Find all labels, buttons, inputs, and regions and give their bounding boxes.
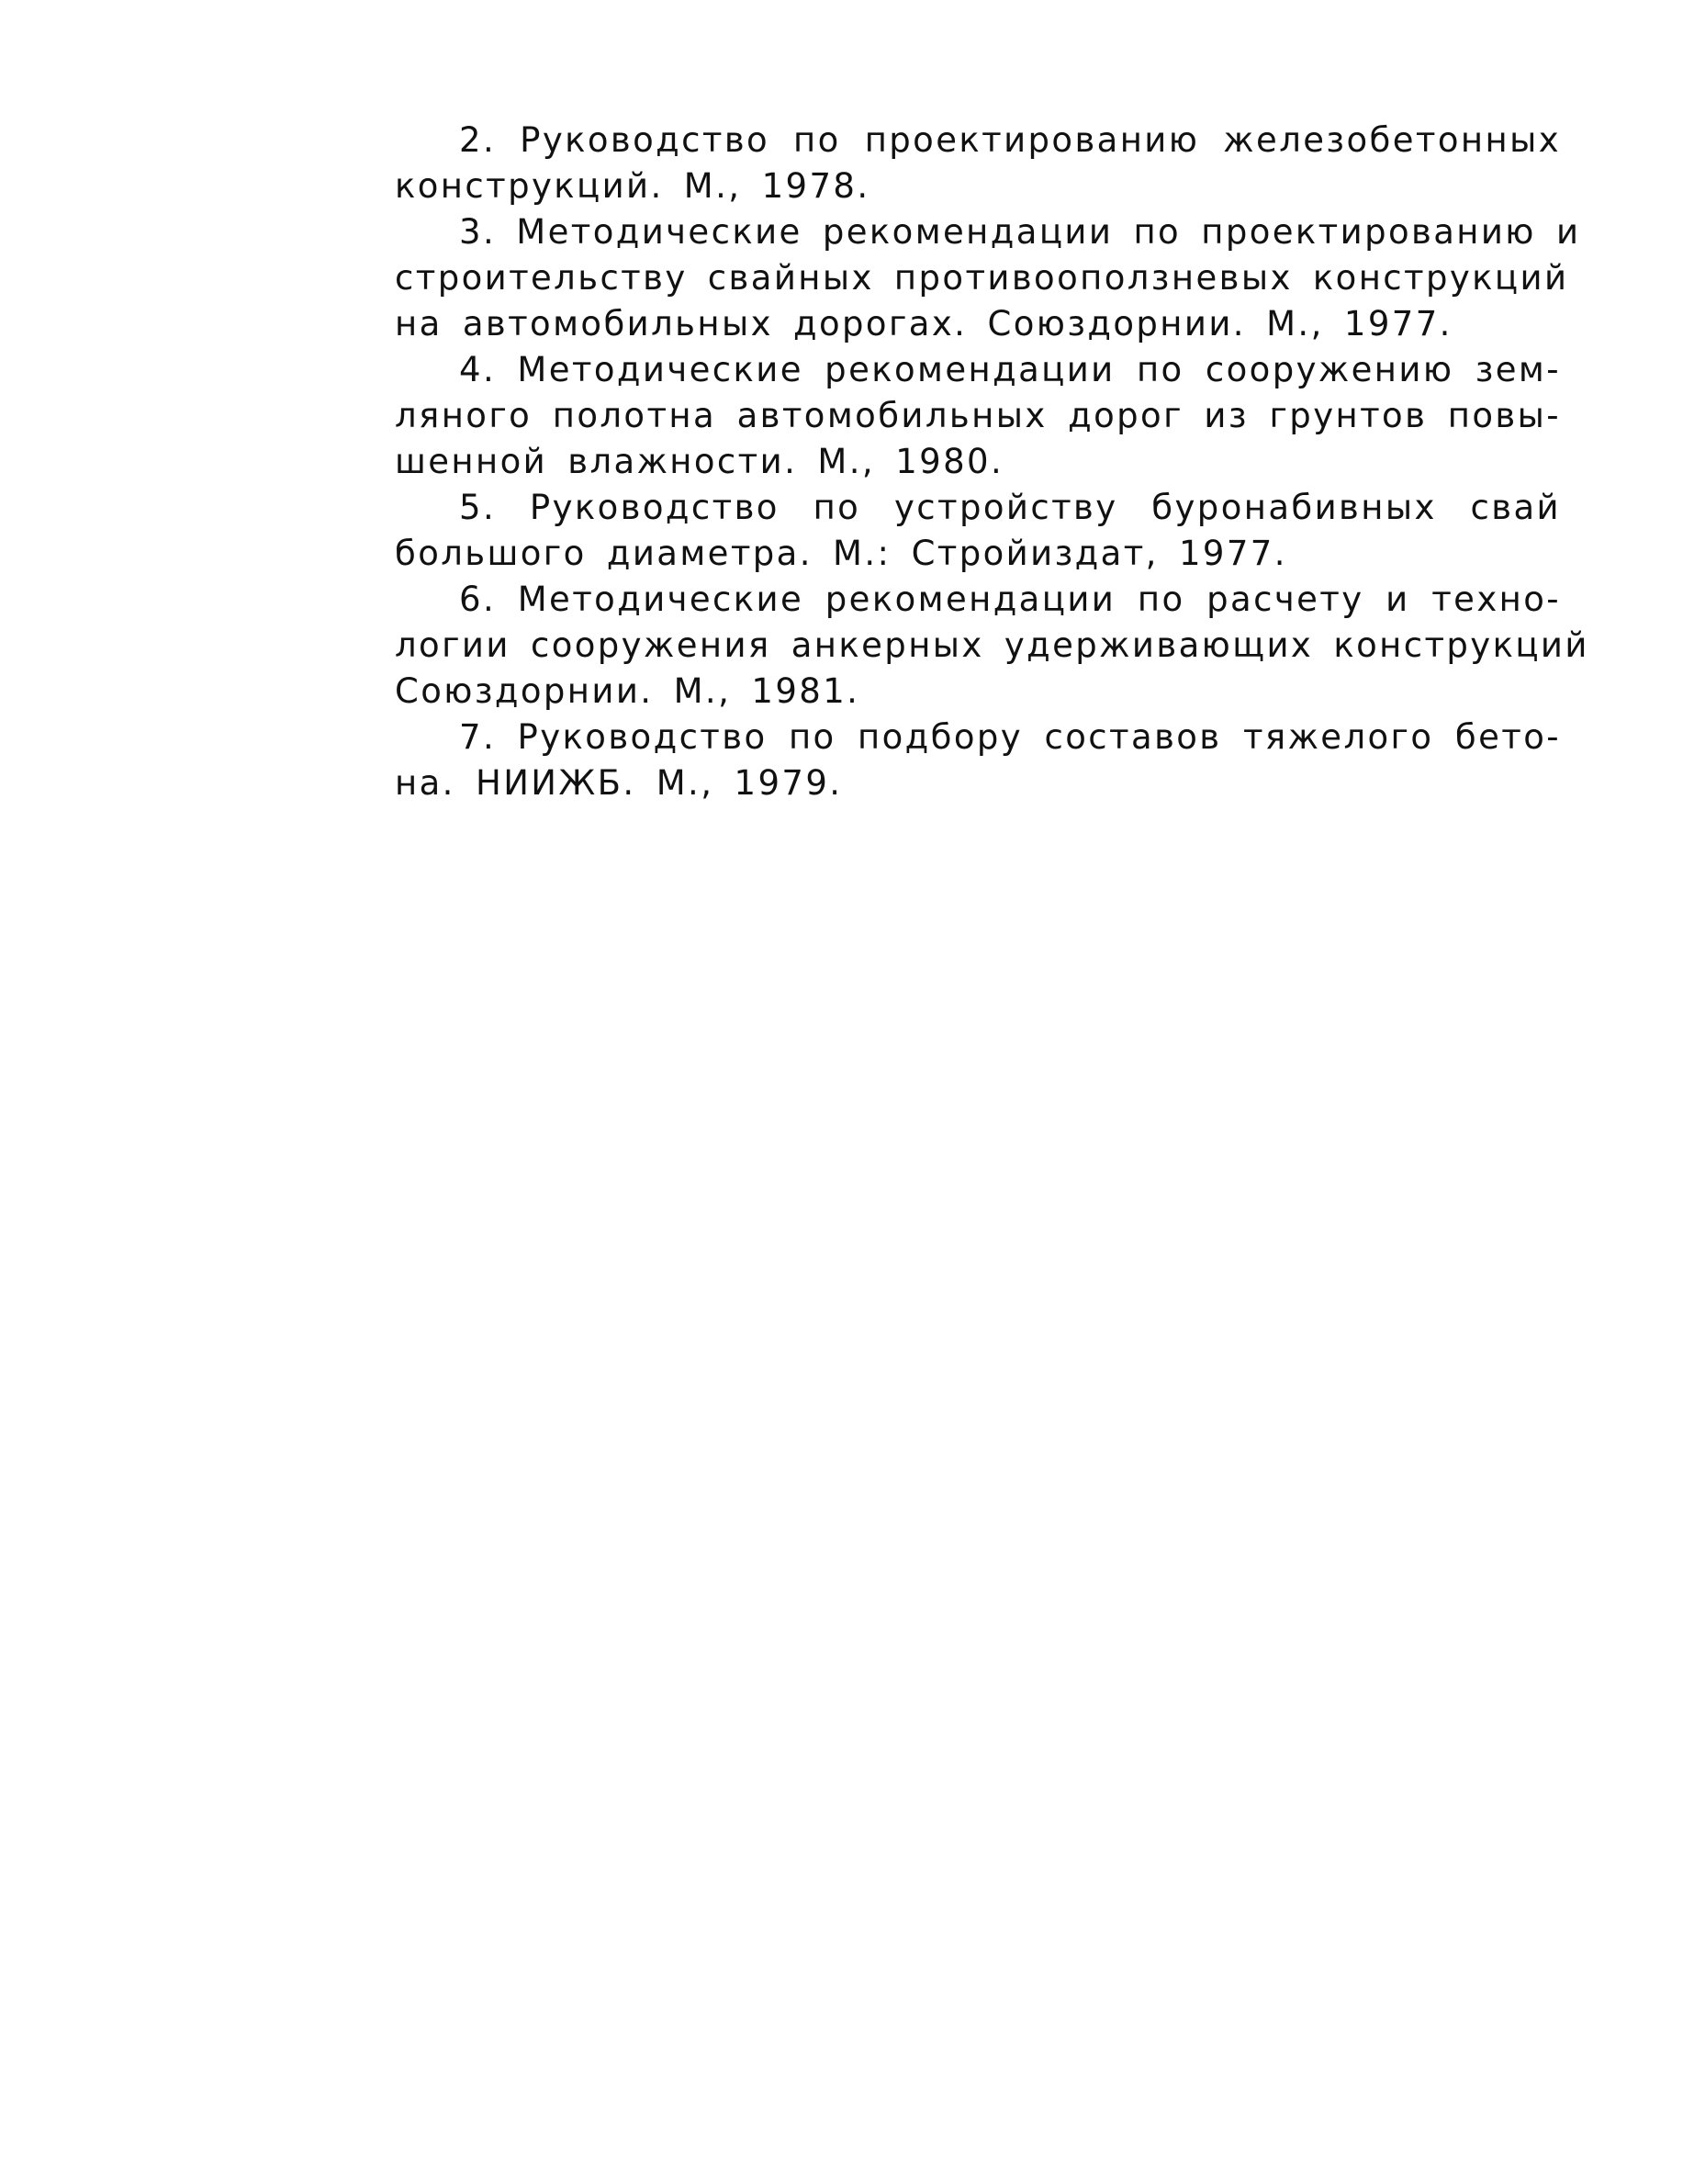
reference-line: Союздорнии. М., 1981. — [395, 671, 860, 711]
reference-line: на автомобильных дорогах. Союздорнии. М., 1977. — [395, 304, 1453, 343]
reference-item-6 — [395, 577, 1589, 715]
reference-item-7 — [395, 715, 1561, 806]
reference-line: 2. Руководство по проектированию железобетонных — [459, 120, 1561, 160]
reference-item-5 — [395, 485, 1561, 577]
reference-line: шенной влажности. М., 1980. — [395, 442, 1004, 481]
reference-line: 3. Методические рекомендации по проектированию и — [459, 212, 1581, 252]
reference-item-3 — [395, 209, 1581, 347]
reference-line: логии сооружения анкерных удерживающих конструкций — [395, 625, 1589, 665]
reference-line: на. НИИЖБ. М., 1979. — [395, 763, 843, 803]
reference-list — [395, 118, 1589, 806]
reference-line: большого диаметра. М.: Стройиздат, 1977. — [395, 534, 1287, 573]
reference-item-2 — [395, 118, 1561, 209]
reference-line: ляного полотна автомобильных дорог из грунтов повы- — [395, 396, 1561, 435]
reference-line: 4. Методические рекомендации по сооружению зем- — [459, 350, 1561, 389]
reference-line: 7. Руководство по подбору составов тяжелого бето- — [459, 717, 1561, 757]
reference-line: строительству свайных противооползневых конструкций — [395, 258, 1569, 298]
reference-line: 6. Методические рекомендации по расчету и техно- — [459, 580, 1561, 619]
reference-line: 5. Руководство по устройству буронабивных свай — [459, 488, 1561, 527]
reference-item-4 — [395, 347, 1561, 485]
reference-line: конструкций. М., 1978. — [395, 166, 870, 206]
